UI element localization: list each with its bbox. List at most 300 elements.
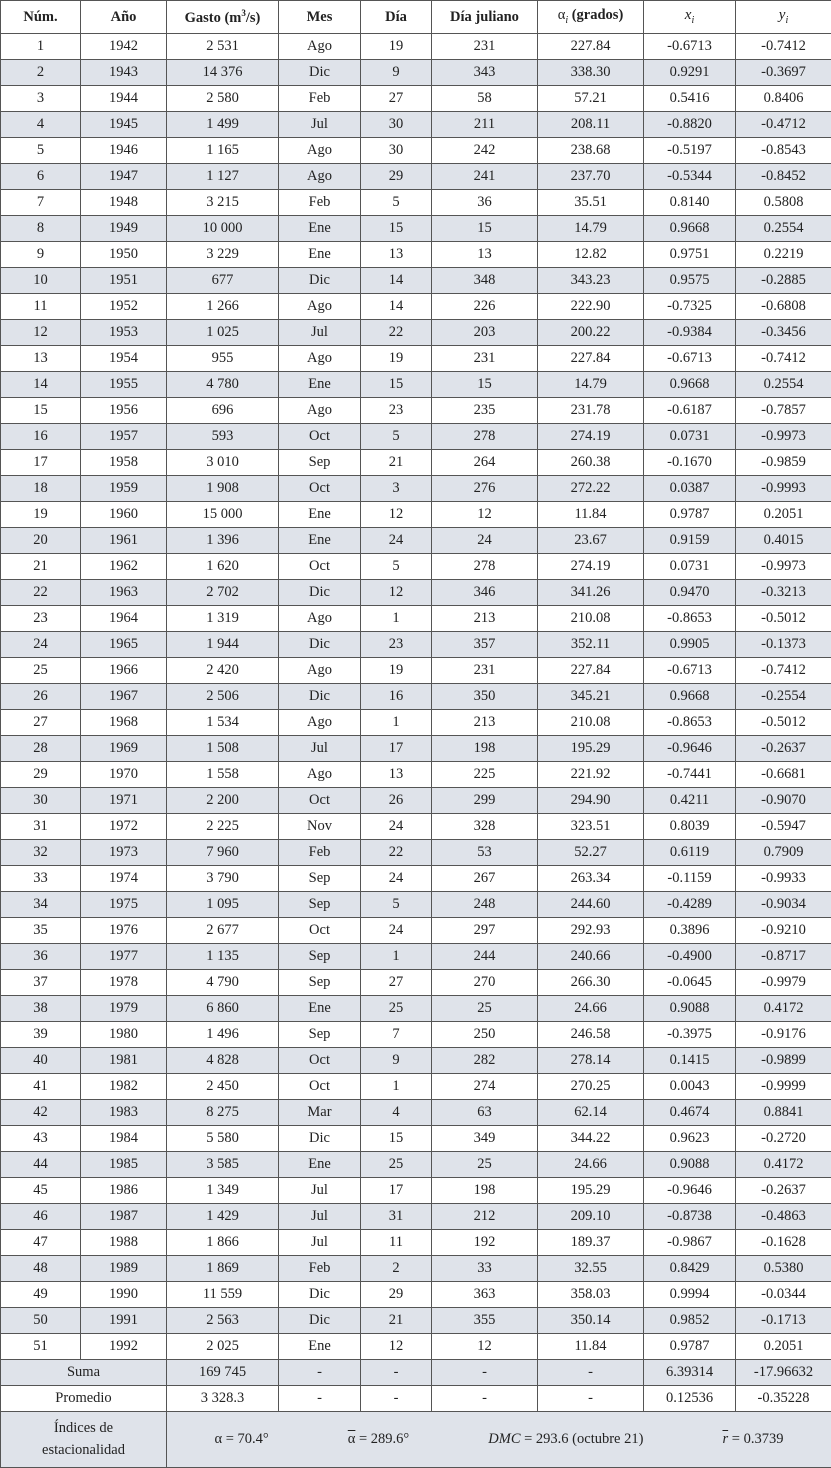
cell-year: 1974 (81, 866, 167, 892)
cell-alpha: 32.55 (538, 1256, 644, 1282)
cell-year: 1956 (81, 398, 167, 424)
cell-month: Dic (279, 684, 361, 710)
cell-day: 31 (361, 1204, 432, 1230)
cell-day: 21 (361, 450, 432, 476)
cell-julian-day: 15 (432, 216, 538, 242)
cell-x: -0.6713 (644, 34, 736, 60)
cell-flow: 1 095 (167, 892, 279, 918)
table-row (1, 86, 831, 112)
cell-year: 1942 (81, 34, 167, 60)
table-row (1, 840, 831, 866)
cell-year: 1969 (81, 736, 167, 762)
cell-num: 18 (1, 476, 81, 502)
cell-num: 12 (1, 320, 81, 346)
cell-flow: 1 319 (167, 606, 279, 632)
header-day: Día (361, 1, 432, 34)
average-dash: - (538, 1386, 644, 1412)
cell-x: 0.4674 (644, 1100, 736, 1126)
cell-alpha: 227.84 (538, 346, 644, 372)
cell-year: 1954 (81, 346, 167, 372)
cell-year: 1963 (81, 580, 167, 606)
table-row (1, 320, 831, 346)
cell-month: Sep (279, 450, 361, 476)
cell-num: 50 (1, 1308, 81, 1334)
cell-flow: 2 506 (167, 684, 279, 710)
cell-num: 14 (1, 372, 81, 398)
cell-alpha: 344.22 (538, 1126, 644, 1152)
cell-year: 1979 (81, 996, 167, 1022)
average-flow: 3 328.3 (167, 1386, 279, 1412)
cell-x: -0.6713 (644, 346, 736, 372)
cell-alpha: 345.21 (538, 684, 644, 710)
table-row (1, 1308, 831, 1334)
cell-x: 0.9088 (644, 1152, 736, 1178)
cell-year: 1982 (81, 1074, 167, 1100)
table-row (1, 346, 831, 372)
cell-num: 19 (1, 502, 81, 528)
cell-flow: 2 563 (167, 1308, 279, 1334)
table-row (1, 684, 831, 710)
cell-y: 0.7909 (736, 840, 831, 866)
cell-alpha: 62.14 (538, 1100, 644, 1126)
cell-alpha: 12.82 (538, 242, 644, 268)
cell-flow: 14 376 (167, 60, 279, 86)
cell-num: 3 (1, 86, 81, 112)
cell-alpha: 272.22 (538, 476, 644, 502)
cell-num: 51 (1, 1334, 81, 1360)
cell-num: 47 (1, 1230, 81, 1256)
cell-flow: 1 508 (167, 736, 279, 762)
cell-num: 2 (1, 60, 81, 86)
cell-alpha: 278.14 (538, 1048, 644, 1074)
table-row (1, 112, 831, 138)
cell-flow: 1 165 (167, 138, 279, 164)
cell-day: 17 (361, 736, 432, 762)
cell-y: -0.2720 (736, 1126, 831, 1152)
cell-day: 15 (361, 216, 432, 242)
cell-year: 1958 (81, 450, 167, 476)
cell-year: 1968 (81, 710, 167, 736)
cell-alpha: 263.34 (538, 866, 644, 892)
cell-alpha: 292.93 (538, 918, 644, 944)
cell-month: Oct (279, 554, 361, 580)
cell-julian-day: 241 (432, 164, 538, 190)
cell-day: 17 (361, 1178, 432, 1204)
cell-flow: 1 534 (167, 710, 279, 736)
cell-flow: 955 (167, 346, 279, 372)
cell-julian-day: 15 (432, 372, 538, 398)
cell-x: 0.9088 (644, 996, 736, 1022)
cell-x: -0.3975 (644, 1022, 736, 1048)
cell-num: 46 (1, 1204, 81, 1230)
cell-day: 5 (361, 424, 432, 450)
cell-julian-day: 276 (432, 476, 538, 502)
cell-month: Ago (279, 606, 361, 632)
cell-flow: 1 429 (167, 1204, 279, 1230)
cell-y: -0.9070 (736, 788, 831, 814)
table-row (1, 970, 831, 996)
cell-num: 7 (1, 190, 81, 216)
cell-y: -0.3697 (736, 60, 831, 86)
cell-julian-day: 12 (432, 502, 538, 528)
cell-year: 1967 (81, 684, 167, 710)
cell-num: 22 (1, 580, 81, 606)
cell-month: Ago (279, 762, 361, 788)
cell-day: 25 (361, 1152, 432, 1178)
cell-julian-day: 211 (432, 112, 538, 138)
table-row (1, 1152, 831, 1178)
cell-day: 24 (361, 528, 432, 554)
cell-day: 2 (361, 1256, 432, 1282)
table-row (1, 918, 831, 944)
sum-dash: - (432, 1360, 538, 1386)
cell-year: 1976 (81, 918, 167, 944)
cell-year: 1971 (81, 788, 167, 814)
cell-alpha: 11.84 (538, 1334, 644, 1360)
cell-flow: 1 558 (167, 762, 279, 788)
cell-alpha: 343.23 (538, 268, 644, 294)
average-dash: - (361, 1386, 432, 1412)
cell-month: Dic (279, 1126, 361, 1152)
cell-y: -0.6808 (736, 294, 831, 320)
cell-flow: 696 (167, 398, 279, 424)
cell-month: Ago (279, 138, 361, 164)
cell-year: 1953 (81, 320, 167, 346)
cell-julian-day: 328 (432, 814, 538, 840)
cell-y: -0.9973 (736, 554, 831, 580)
cell-julian-day: 250 (432, 1022, 538, 1048)
cell-x: 0.9905 (644, 632, 736, 658)
cell-month: Sep (279, 970, 361, 996)
cell-day: 13 (361, 762, 432, 788)
cell-x: -0.9646 (644, 1178, 736, 1204)
cell-flow: 7 960 (167, 840, 279, 866)
cell-month: Dic (279, 580, 361, 606)
cell-alpha: 24.66 (538, 996, 644, 1022)
cell-month: Ene (279, 996, 361, 1022)
cell-num: 25 (1, 658, 81, 684)
cell-month: Sep (279, 944, 361, 970)
cell-julian-day: 198 (432, 736, 538, 762)
cell-month: Dic (279, 60, 361, 86)
cell-julian-day: 355 (432, 1308, 538, 1334)
cell-day: 24 (361, 918, 432, 944)
cell-y: 0.2554 (736, 216, 831, 242)
cell-y: -0.9859 (736, 450, 831, 476)
header-x: $x_i$ (644, 1, 736, 34)
cell-month: Feb (279, 1256, 361, 1282)
cell-day: 9 (361, 60, 432, 86)
cell-alpha: 11.84 (538, 502, 644, 528)
cell-flow: 3 215 (167, 190, 279, 216)
cell-month: Jul (279, 1230, 361, 1256)
cell-month: Dic (279, 1282, 361, 1308)
cell-y: -0.9176 (736, 1022, 831, 1048)
cell-alpha: 260.38 (538, 450, 644, 476)
cell-alpha: 200.22 (538, 320, 644, 346)
sum-label: Suma (1, 1360, 167, 1386)
cell-month: Ago (279, 346, 361, 372)
cell-num: 31 (1, 814, 81, 840)
cell-num: 38 (1, 996, 81, 1022)
cell-year: 1943 (81, 60, 167, 86)
cell-flow: 1 944 (167, 632, 279, 658)
cell-y: -0.2637 (736, 736, 831, 762)
cell-alpha: 266.30 (538, 970, 644, 996)
cell-day: 19 (361, 34, 432, 60)
average-dash: - (432, 1386, 538, 1412)
cell-julian-day: 213 (432, 606, 538, 632)
cell-x: 0.8039 (644, 814, 736, 840)
cell-flow: 1 866 (167, 1230, 279, 1256)
cell-flow: 2 702 (167, 580, 279, 606)
cell-day: 13 (361, 242, 432, 268)
cell-julian-day: 282 (432, 1048, 538, 1074)
cell-num: 27 (1, 710, 81, 736)
cell-day: 26 (361, 788, 432, 814)
cell-num: 8 (1, 216, 81, 242)
table-row (1, 866, 831, 892)
cell-num: 39 (1, 1022, 81, 1048)
cell-flow: 1 499 (167, 112, 279, 138)
cell-num: 26 (1, 684, 81, 710)
cell-month: Ene (279, 242, 361, 268)
cell-y: -0.2554 (736, 684, 831, 710)
cell-year: 1984 (81, 1126, 167, 1152)
cell-x: 0.8140 (644, 190, 736, 216)
cell-num: 15 (1, 398, 81, 424)
cell-x: -0.8653 (644, 606, 736, 632)
cell-year: 1989 (81, 1256, 167, 1282)
cell-julian-day: 12 (432, 1334, 538, 1360)
cell-y: -0.0344 (736, 1282, 831, 1308)
average-x: 0.12536 (644, 1386, 736, 1412)
cell-flow: 4 828 (167, 1048, 279, 1074)
cell-flow: 1 127 (167, 164, 279, 190)
cell-month: Ago (279, 710, 361, 736)
cell-x: 0.9787 (644, 1334, 736, 1360)
cell-flow: 11 559 (167, 1282, 279, 1308)
cell-year: 1965 (81, 632, 167, 658)
cell-year: 1992 (81, 1334, 167, 1360)
cell-julian-day: 203 (432, 320, 538, 346)
cell-year: 1986 (81, 1178, 167, 1204)
cell-x: -0.0645 (644, 970, 736, 996)
cell-num: 21 (1, 554, 81, 580)
cell-day: 23 (361, 632, 432, 658)
cell-num: 10 (1, 268, 81, 294)
table-row (1, 944, 831, 970)
cell-alpha: 244.60 (538, 892, 644, 918)
cell-num: 49 (1, 1282, 81, 1308)
cell-month: Dic (279, 632, 361, 658)
cell-flow: 15 000 (167, 502, 279, 528)
cell-flow: 2 200 (167, 788, 279, 814)
cell-alpha: 227.84 (538, 34, 644, 60)
cell-x: 0.9668 (644, 216, 736, 242)
cell-x: 0.9668 (644, 684, 736, 710)
cell-day: 3 (361, 476, 432, 502)
cell-julian-day: 346 (432, 580, 538, 606)
cell-x: 0.9623 (644, 1126, 736, 1152)
cell-y: -0.9210 (736, 918, 831, 944)
cell-flow: 2 225 (167, 814, 279, 840)
cell-julian-day: 192 (432, 1230, 538, 1256)
cell-julian-day: 33 (432, 1256, 538, 1282)
cell-flow: 2 531 (167, 34, 279, 60)
seasonality-indices-values (167, 1412, 831, 1468)
cell-y: 0.4172 (736, 1152, 831, 1178)
alpha-index: α = 70.4° (215, 1432, 269, 1447)
table-footer (1, 1360, 831, 1468)
cell-alpha: 14.79 (538, 372, 644, 398)
table-row (1, 892, 831, 918)
cell-num: 36 (1, 944, 81, 970)
cell-month: Oct (279, 788, 361, 814)
table-row (1, 632, 831, 658)
cell-day: 21 (361, 1308, 432, 1334)
cell-julian-day: 231 (432, 658, 538, 684)
cell-x: 0.6119 (644, 840, 736, 866)
cell-alpha: 358.03 (538, 1282, 644, 1308)
cell-x: 0.9751 (644, 242, 736, 268)
cell-flow: 1 496 (167, 1022, 279, 1048)
cell-x: 0.9994 (644, 1282, 736, 1308)
cell-x: 0.8429 (644, 1256, 736, 1282)
cell-num: 48 (1, 1256, 81, 1282)
cell-month: Oct (279, 424, 361, 450)
cell-y: -0.5012 (736, 606, 831, 632)
cell-num: 45 (1, 1178, 81, 1204)
cell-x: -0.9384 (644, 320, 736, 346)
cell-y: -0.7412 (736, 346, 831, 372)
table-row (1, 1100, 831, 1126)
cell-julian-day: 350 (432, 684, 538, 710)
table-row (1, 1282, 831, 1308)
cell-month: Dic (279, 1308, 361, 1334)
cell-y: -0.7857 (736, 398, 831, 424)
cell-year: 1978 (81, 970, 167, 996)
cell-day: 19 (361, 658, 432, 684)
cell-day: 19 (361, 346, 432, 372)
cell-num: 43 (1, 1126, 81, 1152)
table-row (1, 34, 831, 60)
cell-y: 0.2554 (736, 372, 831, 398)
cell-year: 1946 (81, 138, 167, 164)
cell-year: 1983 (81, 1100, 167, 1126)
cell-month: Ene (279, 528, 361, 554)
cell-num: 6 (1, 164, 81, 190)
cell-year: 1957 (81, 424, 167, 450)
cell-flow: 2 450 (167, 1074, 279, 1100)
cell-year: 1945 (81, 112, 167, 138)
cell-num: 30 (1, 788, 81, 814)
cell-year: 1948 (81, 190, 167, 216)
cell-flow: 5 580 (167, 1126, 279, 1152)
cell-x: -0.4289 (644, 892, 736, 918)
cell-alpha: 221.92 (538, 762, 644, 788)
cell-alpha: 231.78 (538, 398, 644, 424)
cell-y: -0.2885 (736, 268, 831, 294)
cell-day: 12 (361, 580, 432, 606)
cell-flow: 4 780 (167, 372, 279, 398)
cell-y: -0.4712 (736, 112, 831, 138)
cell-julian-day: 25 (432, 996, 538, 1022)
cell-day: 1 (361, 710, 432, 736)
cell-year: 1947 (81, 164, 167, 190)
cell-x: -0.8820 (644, 112, 736, 138)
table-row (1, 710, 831, 736)
table-row (1, 450, 831, 476)
cell-flow: 4 790 (167, 970, 279, 996)
cell-x: -0.6713 (644, 658, 736, 684)
cell-julian-day: 299 (432, 788, 538, 814)
table-row (1, 762, 831, 788)
cell-year: 1950 (81, 242, 167, 268)
r-index: $\overline{r} = 0.3739$ (722, 1432, 783, 1447)
table-row (1, 1178, 831, 1204)
cell-day: 14 (361, 294, 432, 320)
cell-alpha: 323.51 (538, 814, 644, 840)
cell-x: 0.9291 (644, 60, 736, 86)
cell-month: Nov (279, 814, 361, 840)
cell-month: Dic (279, 268, 361, 294)
cell-alpha: 52.27 (538, 840, 644, 866)
cell-num: 42 (1, 1100, 81, 1126)
cell-julian-day: 297 (432, 918, 538, 944)
cell-x: -0.6187 (644, 398, 736, 424)
cell-y: -0.6681 (736, 762, 831, 788)
cell-day: 11 (361, 1230, 432, 1256)
cell-y: -0.1713 (736, 1308, 831, 1334)
header-year: Año (81, 1, 167, 34)
cell-y: -0.7412 (736, 658, 831, 684)
cell-month: Sep (279, 1022, 361, 1048)
cell-alpha: 57.21 (538, 86, 644, 112)
cell-flow: 3 790 (167, 866, 279, 892)
cell-day: 1 (361, 944, 432, 970)
cell-y: 0.2219 (736, 242, 831, 268)
cell-num: 33 (1, 866, 81, 892)
cell-num: 13 (1, 346, 81, 372)
cell-x: -0.5197 (644, 138, 736, 164)
table-row (1, 372, 831, 398)
cell-day: 5 (361, 554, 432, 580)
cell-alpha: 341.26 (538, 580, 644, 606)
cell-num: 11 (1, 294, 81, 320)
cell-month: Jul (279, 320, 361, 346)
cell-month: Jul (279, 1178, 361, 1204)
table-row (1, 1126, 831, 1152)
cell-flow: 3 229 (167, 242, 279, 268)
cell-y: -0.4863 (736, 1204, 831, 1230)
cell-year: 1987 (81, 1204, 167, 1230)
cell-day: 12 (361, 502, 432, 528)
cell-julian-day: 278 (432, 424, 538, 450)
cell-x: 0.9852 (644, 1308, 736, 1334)
cell-day: 15 (361, 372, 432, 398)
cell-num: 35 (1, 918, 81, 944)
cell-alpha: 352.11 (538, 632, 644, 658)
cell-y: -0.9979 (736, 970, 831, 996)
cell-julian-day: 348 (432, 268, 538, 294)
cell-year: 1970 (81, 762, 167, 788)
cell-y: -0.9899 (736, 1048, 831, 1074)
cell-month: Mar (279, 1100, 361, 1126)
cell-year: 1980 (81, 1022, 167, 1048)
table-row (1, 996, 831, 1022)
cell-y: 0.5808 (736, 190, 831, 216)
